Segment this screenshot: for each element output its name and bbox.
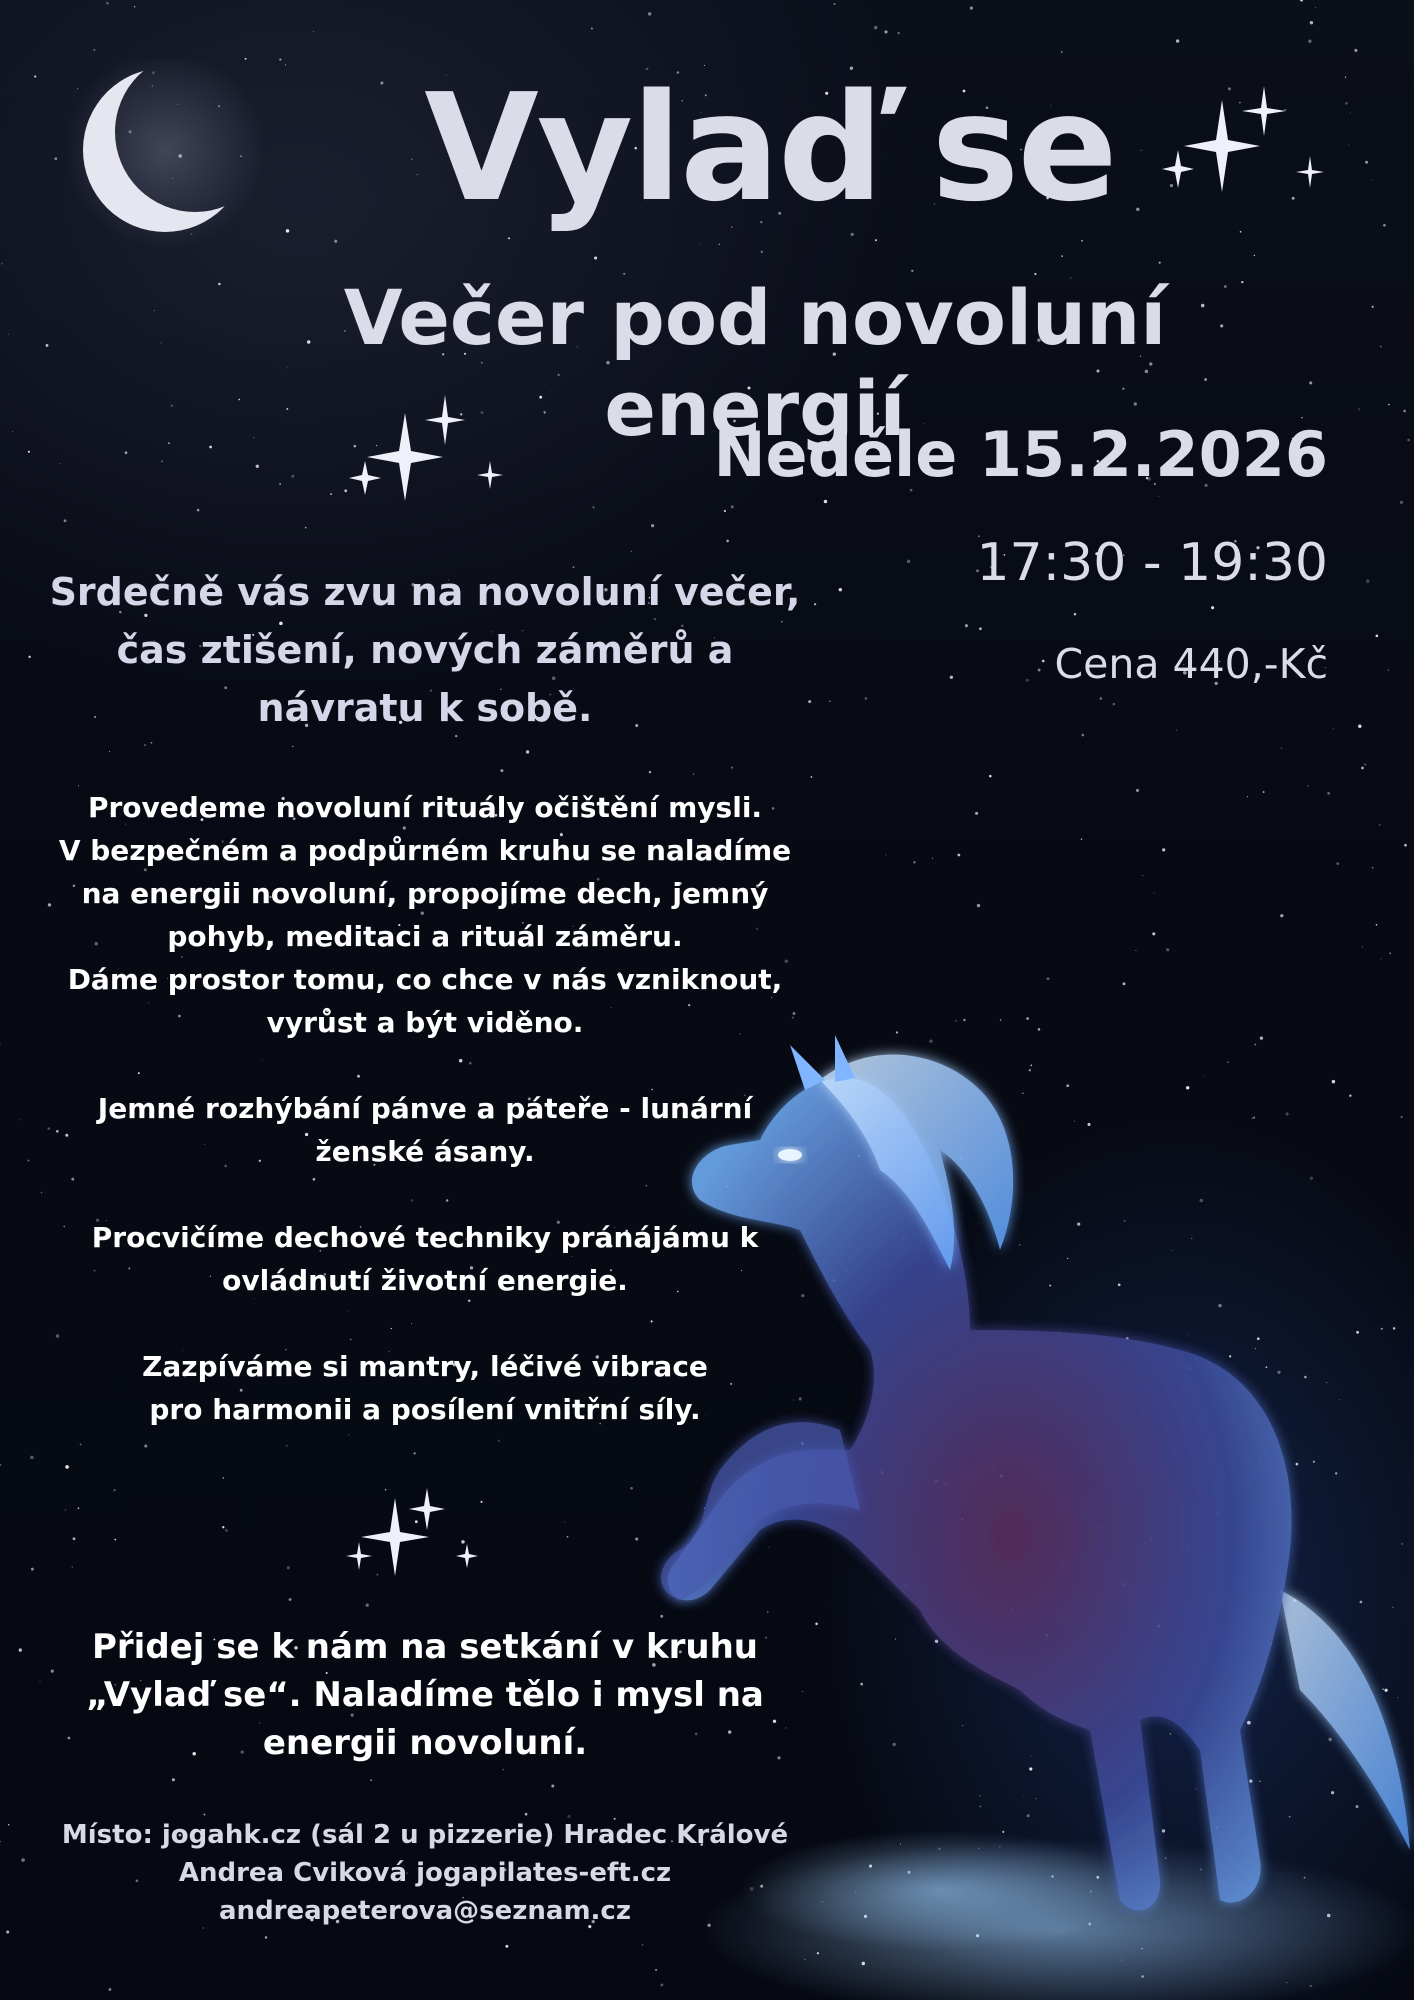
star-dot bbox=[649, 771, 651, 773]
description-paragraph bbox=[40, 1216, 810, 1302]
star-dot bbox=[1081, 838, 1083, 840]
star-dot bbox=[865, 697, 868, 700]
star-dot bbox=[970, 7, 973, 10]
star-dot bbox=[1364, 763, 1366, 765]
star-dot bbox=[12, 431, 13, 432]
star-dot bbox=[814, 603, 816, 605]
star-dot bbox=[289, 1598, 292, 1601]
star-dot bbox=[630, 1487, 633, 1490]
description-line: Jemné rozhýbání pánve a páteře - lunární bbox=[97, 1092, 753, 1125]
star-dot bbox=[955, 1020, 957, 1022]
sparkles-icon bbox=[345, 1488, 485, 1578]
star-dot bbox=[370, 1779, 372, 1781]
star-dot bbox=[824, 500, 828, 504]
star-dot bbox=[291, 475, 294, 478]
star-dot bbox=[1407, 439, 1410, 442]
star-dot bbox=[651, 524, 654, 527]
star-dot bbox=[286, 229, 290, 233]
star-dot bbox=[565, 1522, 566, 1523]
star-dot bbox=[1, 263, 3, 265]
star-dot bbox=[305, 527, 307, 529]
star-dot bbox=[1403, 410, 1406, 413]
description bbox=[40, 786, 810, 1474]
star-dot bbox=[144, 744, 145, 745]
star-dot bbox=[125, 451, 128, 454]
intro-text: Srdečně vás zvu na novoluní večer, čas ztišení, nových záměrů a návratu k sobě. bbox=[49, 570, 801, 730]
star-dot bbox=[1365, 161, 1368, 164]
star-dot bbox=[551, 1785, 554, 1788]
star-dot bbox=[1263, 791, 1265, 793]
star-dot bbox=[1350, 112, 1351, 113]
invitation-line: Přidej se k nám na setkání v kruhu bbox=[91, 1627, 758, 1667]
star-dot bbox=[113, 1489, 115, 1491]
description-line: pohyb, meditaci a rituál záměru. bbox=[167, 920, 683, 953]
description-paragraph bbox=[40, 1345, 810, 1431]
star-dot bbox=[761, 251, 763, 253]
star-dot bbox=[134, 6, 136, 8]
star-dot bbox=[958, 854, 961, 857]
star-dot bbox=[0, 1043, 1, 1044]
venue-text: Místo: jogahk.cz (sál 2 u pizzerie) Hradec Králové bbox=[61, 1820, 789, 1850]
star-dot bbox=[154, 310, 155, 311]
event-date: Neděle 15.2.2026 bbox=[713, 418, 1328, 491]
star-dot bbox=[834, 3, 836, 5]
star-dot bbox=[106, 2, 109, 5]
star-dot bbox=[1081, 240, 1083, 242]
star-dot bbox=[21, 1858, 25, 1862]
star-dot bbox=[1061, 51, 1063, 53]
star-dot bbox=[28, 451, 30, 453]
star-dot bbox=[1211, 606, 1214, 609]
star-dot bbox=[1388, 404, 1390, 406]
star-dot bbox=[913, 861, 915, 863]
star-dot bbox=[27, 1159, 29, 1161]
description-line: Provedeme novoluní rituály očištění mysli. bbox=[87, 791, 763, 824]
star-dot bbox=[1327, 792, 1330, 795]
star-dot bbox=[631, 551, 632, 552]
star-dot bbox=[1281, 747, 1283, 749]
star-dot bbox=[222, 1477, 224, 1479]
star-dot bbox=[46, 344, 49, 347]
star-dot bbox=[256, 465, 259, 468]
star-dot bbox=[109, 751, 110, 752]
star-dot bbox=[965, 624, 968, 627]
star-dot bbox=[265, 1936, 267, 1938]
star-dot bbox=[1380, 958, 1381, 959]
star-dot bbox=[810, 776, 812, 778]
star-dot bbox=[1100, 697, 1102, 699]
star-dot bbox=[279, 483, 281, 485]
star-dot bbox=[1026, 1017, 1029, 1020]
star-dot bbox=[874, 26, 878, 30]
star-dot bbox=[64, 519, 67, 522]
star-dot bbox=[567, 1536, 569, 1538]
star-dot bbox=[313, 31, 314, 32]
star-dot bbox=[1376, 924, 1378, 926]
star-dot bbox=[1042, 660, 1045, 663]
star-dot bbox=[1026, 679, 1029, 682]
invitation-text bbox=[40, 1623, 810, 1767]
star-dot bbox=[109, 1988, 112, 1991]
star-dot bbox=[54, 157, 57, 160]
star-dot bbox=[932, 858, 933, 859]
star-dot bbox=[1166, 948, 1169, 951]
star-dot bbox=[635, 1537, 638, 1540]
contact-info bbox=[40, 1816, 810, 1930]
star-dot bbox=[724, 510, 726, 512]
event-title: Vylaď se bbox=[424, 62, 1116, 234]
star-dot bbox=[1141, 150, 1142, 151]
star-dot bbox=[693, 774, 694, 775]
star-dot bbox=[950, 676, 953, 679]
star-dot bbox=[279, 59, 281, 61]
star-dot bbox=[8, 1824, 10, 1826]
star-dot bbox=[500, 769, 503, 772]
description-line: Zazpíváme si mantry, léčivé vibrace bbox=[142, 1350, 708, 1383]
star-dot bbox=[1308, 40, 1311, 43]
star-dot bbox=[0, 1841, 1, 1843]
star-dot bbox=[171, 405, 173, 407]
star-dot bbox=[1000, 1019, 1002, 1021]
star-dot bbox=[1372, 306, 1374, 308]
star-dot bbox=[1345, 77, 1346, 78]
description-paragraph bbox=[40, 1087, 810, 1173]
star-dot bbox=[172, 1778, 175, 1781]
star-dot bbox=[1380, 346, 1382, 348]
star-dot bbox=[1136, 208, 1139, 211]
star-dot bbox=[1361, 767, 1364, 770]
star-dot bbox=[1348, 145, 1349, 146]
star-dot bbox=[839, 588, 842, 591]
star-dot bbox=[225, 1529, 228, 1532]
star-dot bbox=[1307, 785, 1308, 786]
star-dot bbox=[1047, 977, 1050, 980]
event-time: 17:30 - 19:30 bbox=[976, 533, 1328, 593]
star-dot bbox=[1123, 982, 1126, 985]
star-dot bbox=[292, 746, 293, 747]
star-dot bbox=[1280, 914, 1283, 917]
star-dot bbox=[114, 1539, 116, 1541]
star-dot bbox=[1362, 946, 1363, 947]
star-dot bbox=[93, 49, 95, 51]
invitation-line: energii novoluní. bbox=[262, 1723, 588, 1763]
email-text: andreapeterova@seznam.cz bbox=[219, 1896, 631, 1926]
star-dot bbox=[60, 463, 61, 464]
star-dot bbox=[1135, 950, 1136, 951]
star-dot bbox=[1113, 703, 1115, 705]
star-dot bbox=[287, 1566, 290, 1569]
star-dot bbox=[1389, 953, 1391, 955]
organizer-text: Andrea Cviková jogapilates-eft.cz bbox=[178, 1858, 672, 1888]
star-dot bbox=[977, 904, 980, 907]
description-line: vyrůst a být viděno. bbox=[266, 1006, 584, 1039]
star-dot bbox=[1176, 730, 1177, 731]
description-line: Procvičíme dechové techniky pránájámu k bbox=[91, 1221, 759, 1254]
star-dot bbox=[197, 509, 200, 512]
star-dot bbox=[31, 1568, 34, 1571]
star-dot bbox=[897, 32, 899, 34]
star-dot bbox=[411, 158, 413, 160]
star-dot bbox=[1379, 824, 1381, 826]
sparkles-icon bbox=[1160, 80, 1340, 200]
star-dot bbox=[222, 1526, 224, 1528]
star-dot bbox=[1372, 867, 1374, 869]
star-dot bbox=[1354, 49, 1357, 52]
star-dot bbox=[1310, 21, 1313, 24]
star-dot bbox=[1300, 0, 1303, 2]
star-dot bbox=[502, 1769, 504, 1771]
star-dot bbox=[875, 239, 877, 241]
description-paragraph bbox=[40, 786, 810, 1044]
star-dot bbox=[6, 1930, 9, 1933]
star-dot bbox=[885, 854, 886, 855]
star-dot bbox=[1358, 408, 1360, 410]
crescent-moon-icon bbox=[60, 60, 260, 260]
star-dot bbox=[65, 1509, 67, 1511]
star-dot bbox=[1240, 231, 1242, 233]
star-dot bbox=[648, 12, 651, 15]
star-dot bbox=[366, 1604, 369, 1607]
star-dot bbox=[1142, 875, 1143, 876]
event-subtitle: Večer pod novoluní energií bbox=[343, 273, 1167, 454]
star-dot bbox=[1336, 862, 1339, 865]
description-line: ženské ásany. bbox=[315, 1135, 535, 1168]
star-dot bbox=[1152, 932, 1155, 935]
star-dot bbox=[1074, 613, 1077, 616]
star-dot bbox=[160, 342, 161, 343]
event-price: Cena 440,-Kč bbox=[1054, 640, 1328, 688]
star-dot bbox=[505, 1945, 508, 1948]
star-dot bbox=[719, 244, 720, 245]
star-dot bbox=[884, 30, 887, 33]
star-dot bbox=[989, 775, 992, 778]
star-dot bbox=[72, 1566, 73, 1567]
star-dot bbox=[1366, 579, 1370, 583]
star-dot bbox=[1404, 844, 1407, 847]
star-dot bbox=[8, 334, 9, 335]
star-dot bbox=[592, 506, 594, 508]
star-dot bbox=[19, 1648, 22, 1651]
description-line: ovládnutí životní energie. bbox=[222, 1264, 628, 1297]
star-dot bbox=[731, 505, 734, 508]
star-dot bbox=[1158, 496, 1159, 497]
invitation-line: „Vylaď se“. Naladíme tělo i mysl na bbox=[86, 1675, 764, 1715]
star-dot bbox=[285, 64, 286, 65]
star-dot bbox=[1176, 39, 1179, 42]
star-dot bbox=[1383, 224, 1386, 227]
star-dot bbox=[0, 1464, 1, 1466]
star-dot bbox=[829, 700, 831, 702]
description-line: V bezpečném a podpůrném kruhu se naladíme bbox=[58, 834, 792, 867]
star-dot bbox=[1038, 669, 1041, 672]
star-dot bbox=[979, 627, 982, 630]
star-dot bbox=[1254, 255, 1255, 256]
star-dot bbox=[1400, 501, 1403, 504]
star-dot bbox=[380, 81, 383, 84]
star-dot bbox=[1376, 635, 1379, 638]
star-dot bbox=[151, 742, 153, 744]
star-dot bbox=[1136, 789, 1139, 792]
star-dot bbox=[731, 767, 733, 769]
star-dot bbox=[1333, 728, 1334, 729]
star-dot bbox=[20, 1120, 21, 1121]
star-dot bbox=[1371, 179, 1372, 180]
star-dot bbox=[1247, 796, 1248, 797]
star-dot bbox=[508, 237, 510, 239]
star-dot bbox=[1061, 255, 1063, 257]
star-dot bbox=[30, 1456, 34, 1460]
star-dot bbox=[963, 1019, 966, 1022]
star-dot bbox=[726, 540, 729, 543]
star-dot bbox=[1154, 892, 1155, 893]
star-dot bbox=[1081, 734, 1084, 737]
star-dot bbox=[28, 656, 30, 658]
star-dot bbox=[1388, 669, 1389, 670]
star-dot bbox=[334, 240, 337, 243]
star-dot bbox=[330, 493, 332, 495]
star-dot bbox=[1358, 725, 1361, 728]
star-dot bbox=[168, 442, 170, 444]
star-dot bbox=[1345, 102, 1348, 105]
star-dot bbox=[975, 812, 978, 815]
star-dot bbox=[1315, 7, 1316, 8]
star-dot bbox=[907, 560, 910, 563]
star-dot bbox=[73, 1537, 76, 1540]
star-dot bbox=[594, 256, 597, 259]
star-dot bbox=[416, 174, 417, 175]
description-line: na energii novoluní, propojíme dech, jemný bbox=[81, 877, 769, 910]
star-dot bbox=[1162, 848, 1165, 851]
star-dot bbox=[77, 1507, 79, 1509]
star-dot bbox=[699, 243, 700, 244]
star-dot bbox=[161, 460, 163, 462]
star-dot bbox=[34, 75, 36, 77]
description-line: Dáme prostor tomu, co chce v nás vzniknout, bbox=[67, 963, 783, 996]
star-dot bbox=[591, 28, 593, 30]
star-dot bbox=[1159, 262, 1161, 264]
description-line: pro harmonii a posílení vnitřní síly. bbox=[149, 1393, 701, 1426]
star-dot bbox=[526, 750, 529, 753]
